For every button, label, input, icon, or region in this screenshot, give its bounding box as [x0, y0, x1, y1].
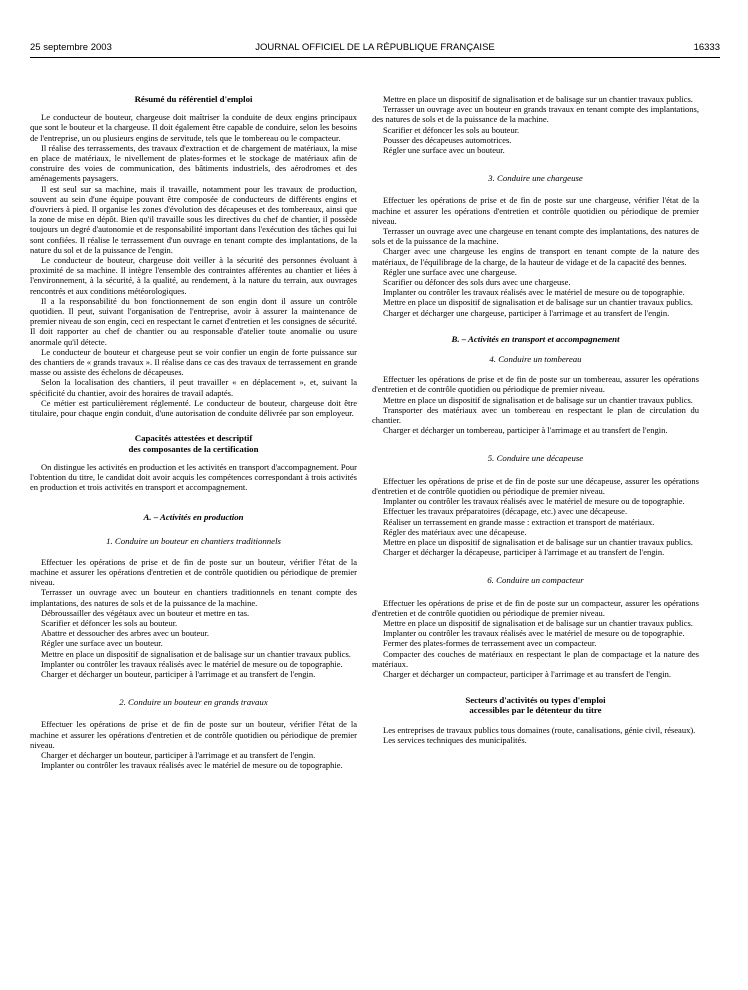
section-b-heading: B. – Activités en transport et accompagnement	[451, 333, 620, 344]
left-column	[30, 64, 357, 770]
page-header	[30, 42, 720, 56]
paragraph: Pousser des décapeuses automotrices.	[383, 134, 512, 145]
paragraph: Charger avec une chargeuse les engins de transport en tenant compte de la nature des matériaux, de l'équilibrage de la charge, de la hauteur de vidage et de la capacité des bennes.	[372, 246, 699, 267]
header-date: 25 septembre 2003	[30, 42, 112, 53]
paragraph: Effectuer les opérations de prise et de fin de poste sur un bouteur, vérifier l'état de la machine et assurer les opérations d'entretien et de contrôle quotidien ou périodique de premier niveau.	[30, 719, 357, 750]
paragraph: Effectuer les opérations de prise et de fin de poste sur une décapeuse, assurer les opérations d'entretien et de contrôle quotidien ou périodique de premier niveau.	[372, 475, 699, 496]
sub5-heading: 5. Conduire une décapeuse	[487, 453, 584, 464]
secteurs-heading-line1: Secteurs d'activités ou types d'emploi	[465, 695, 606, 706]
paragraph: Compacter des couches de matériaux en respectant le plan de compactage et la nature des matériaux.	[372, 648, 699, 669]
capacites-heading	[30, 433, 357, 453]
paragraph: Régler une surface avec un bouteur.	[41, 638, 163, 649]
paragraph: Charger et décharger un bouteur, participer à l'arrimage et au transfert de l'engin.	[41, 668, 316, 679]
paragraph: Les services techniques des municipalités.	[383, 734, 527, 745]
paragraph: Charger et décharger un tombereau, participer à l'arrimage et au transfert de l'engin.	[383, 425, 668, 436]
paragraph: Débroussailler des végétaux avec un bouteur et mettre en tas.	[41, 607, 250, 618]
paragraph: Terrasser un ouvrage avec une chargeuse en tenant compte des implantations, des natures de sols et de la puissance de la machine.	[372, 226, 699, 247]
paragraph: Réaliser un terrassement en grande masse : extraction et transport de matériaux.	[383, 516, 655, 527]
paragraph: Effectuer les travaux préparatoires (décapage, etc.) avec une décapeuse.	[383, 506, 628, 517]
paragraph: Il réalise des terrassements, des travaux d'extraction et de chargement de matériaux, la mise en place de matériaux, le nivellement de plates-formes et le stockage de matériaux afin de construire des voies de communication, des bâtiments industriels, des aérodromes et des aménagements paysagers.	[30, 142, 357, 184]
paragraph: Implanter ou contrôler les travaux réalisés avec le matériel de mesure ou de topographie.	[41, 760, 343, 771]
secteurs-heading-line2: accessibles par le détenteur du titre	[469, 705, 602, 716]
paragraph: Scarifier ou défoncer des sols durs avec une chargeuse.	[383, 277, 571, 288]
paragraph: Mettre en place un dispositif de signalisation et de balisage sur un chantier travaux publics.	[383, 394, 693, 405]
paragraph: Abattre et dessoucher des arbres avec un bouteur.	[41, 628, 210, 639]
capacites-heading-line1: Capacités attestées et descriptif	[134, 433, 253, 444]
right-column	[372, 64, 699, 745]
sub4-heading: 4. Conduire un tombereau	[489, 354, 582, 365]
paragraph: Charger et décharger la décapeuse, participer à l'arrimage et au transfert de l'engin.	[383, 547, 665, 558]
paragraph: Scarifier et défoncer les sols au bouteur.	[383, 124, 520, 135]
page-number: 16333	[693, 42, 720, 53]
paragraph: Effectuer les opérations de prise et de fin de poste sur un compacteur, assurer les opérations d'entretien et de contrôle quotidien ou périodique de premier niveau.	[372, 597, 699, 618]
paragraph: Scarifier et défoncer les sols au bouteur.	[41, 617, 178, 628]
paragraph: Transporter des matériaux avec un tombereau en respectant le plan de circulation du chantier.	[372, 404, 699, 426]
paragraph: Charger et décharger une chargeuse, participer à l'arrimage et au transfert de l'engin.	[383, 307, 670, 318]
paragraph: Les entreprises de travaux publics tous domaines (route, canalisations, génie civil, réseaux).	[383, 724, 696, 735]
paragraph: Implanter ou contrôler les travaux réalisés avec le matériel de mesure ou de topographie.	[41, 658, 343, 669]
paragraph: Effectuer les opérations de prise et de fin de poste sur une chargeuse, vérifier l'état de la machine et assurer les opérations d'entretien et contrôle quotidien ou périodique de premier niveau.	[372, 195, 699, 226]
paragraph: Charger et décharger un compacteur, participer à l'arrimage et au transfert de l'engin.	[383, 668, 671, 679]
paragraph: Terrasser un ouvrage avec un bouteur en grands travaux en tenant compte des implantations, des natures de sols et de la puissance de la machine.	[372, 104, 699, 125]
paragraph: Implanter ou contrôler les travaux réalisés avec le matériel de mesure ou de topographie.	[383, 496, 685, 507]
resume-heading: Résumé du référentiel d'emploi	[134, 94, 253, 104]
paragraph: Terrasser un ouvrage avec un bouteur en chantiers traditionnels en tenant compte des implantations, des natures de sols et de la puissance de la machine.	[30, 587, 357, 608]
paragraph: Mettre en place un dispositif de signalisation et de balisage sur un chantier travaux publics.	[383, 297, 693, 308]
secteurs-heading	[372, 695, 699, 715]
paragraph: Le conducteur de bouteur, chargeuse doit maîtriser la conduite de deux engins principaux que sont le bouteur et la chargeuse. Il doit également être capable de conduire, selon les besoins de l'entreprise, un ou plusieurs engins de servitude, tels que le tombereau ou le compacteur.	[30, 112, 357, 143]
paragraph: Il est seul sur sa machine, mais il travaille, notamment pour les travaux de production, souvent au sein d'une équipe pouvant être composée de conducteurs de différents engins et d'ouvriers à pied. Il organise les zones d'évolution des décapeuses et des tombereaux, ainsi que la zone de mise en dépôt. Bien qu'il travaille sous les directives du chef de chantier, il possède toujours un degré d'autonomie et de responsabilité important dans l'exécution des tâches qui lui sont confiées. Il réalise le terrassement d'un ouvrage en tenant compte des implantations, de la nature du sol et de la puissance de l'engin.	[30, 183, 357, 255]
paragraph: Mettre en place un dispositif de signalisation et de balisage sur un chantier travaux publics.	[383, 536, 693, 547]
section-a-heading: A. – Activités en production	[143, 512, 244, 523]
sub2-heading: 2. Conduire un bouteur en grands travaux	[119, 697, 268, 708]
paragraph: Mettre en place un dispositif de signalisation et de balisage sur un chantier travaux publics.	[41, 648, 351, 659]
paragraph: Il a la responsabilité du bon fonctionnement de son engin dont il assure un contrôle quotidien. Il peut, suivant l'organisation de l'entreprise, avoir à assurer la maintenance de premier niveau de son engin, ceci en respectant le carnet d'entretien et les consignes de sécurité. Il doit rapporter au chef de chantier ou au responsable d'atelier toute anomalie ou usure anormale qu'il détecte.	[30, 295, 357, 347]
paragraph: Implanter ou contrôler les travaux réalisés avec le matériel de mesure ou de topographie.	[383, 628, 685, 639]
header-title: JOURNAL OFFICIEL DE LA RÉPUBLIQUE FRANÇAISE	[255, 42, 495, 53]
sub1-heading: 1. Conduire un bouteur en chantiers traditionnels	[106, 535, 281, 546]
paragraph: Charger et décharger un bouteur, participer à l'arrimage et au transfert de l'engin.	[41, 749, 316, 760]
paragraph: Régler des matériaux avec une décapeuse.	[383, 526, 527, 537]
sub6-heading: 6. Conduire un compacteur	[487, 575, 584, 586]
paragraph: Mettre en place un dispositif de signalisation et de balisage sur un chantier travaux publics.	[383, 94, 693, 104]
capacites-heading-line2: des composantes de la certification	[128, 443, 259, 454]
paragraph: On distingue les activités en production et les activités en transport d'accompagnement. Pour l'obtention du titre, le candidat doit avoir acquis les compétences correspondant à trois activités en production et trois activités en transport et accompagnement.	[30, 461, 357, 493]
paragraph: Régler une surface avec un bouteur.	[383, 145, 505, 156]
paragraph: Régler une surface avec une chargeuse.	[383, 266, 517, 277]
paragraph: Fermer des plates-formes de terrassement avec un compacteur.	[383, 638, 597, 649]
paragraph: Le conducteur de bouteur et chargeuse peut se voir confier un engin de forte puissance sur des chantiers de « grands travaux ». Il réalise dans ce cas des travaux de terrassement en grande masse ou assiste des échelons de décapeuses.	[30, 346, 357, 378]
paragraph: Selon la localisation des chantiers, il peut travailler « en déplacement », et, suivant la spécificité du chantier, avoir des horaires de travail adaptés.	[30, 377, 357, 398]
sub3-heading: 3. Conduire une chargeuse	[488, 173, 583, 184]
paragraph: Ce métier est particulièrement réglementé. Le conducteur de bouteur, chargeuse doit être titulaire, pour chaque engin conduit, d'une autorisation de conduite délivrée par son employeur.	[30, 397, 357, 419]
paragraph: Mettre en place un dispositif de signalisation et de balisage sur un chantier travaux publics.	[383, 617, 693, 628]
paragraph: Effectuer les opérations de prise et de fin de poste sur un bouteur, vérifier l'état de la machine et assurer les opérations d'entretien et de contrôle quotidien ou périodique de premier niveau.	[30, 556, 357, 588]
paragraph: Effectuer les opérations de prise et de fin de poste sur un tombereau, assurer les opérations d'entretien et de contrôle quotidien ou périodique de premier niveau.	[372, 374, 699, 395]
header-rule	[30, 57, 720, 58]
paragraph: Le conducteur de bouteur, chargeuse doit veiller à la sécurité des personnes évoluant à proximité de sa machine. Il intègre l'ensemble des contraintes afférentes au chantier et liées à l'environnement, à la sécurité, à la qualité, au rendement, à la nature du terrain, aux ouvrages rencontrés et aux conditions météorologiques.	[30, 255, 357, 296]
paragraph: Implanter ou contrôler les travaux réalisés avec le matériel de mesure ou de topographie.	[383, 287, 685, 298]
